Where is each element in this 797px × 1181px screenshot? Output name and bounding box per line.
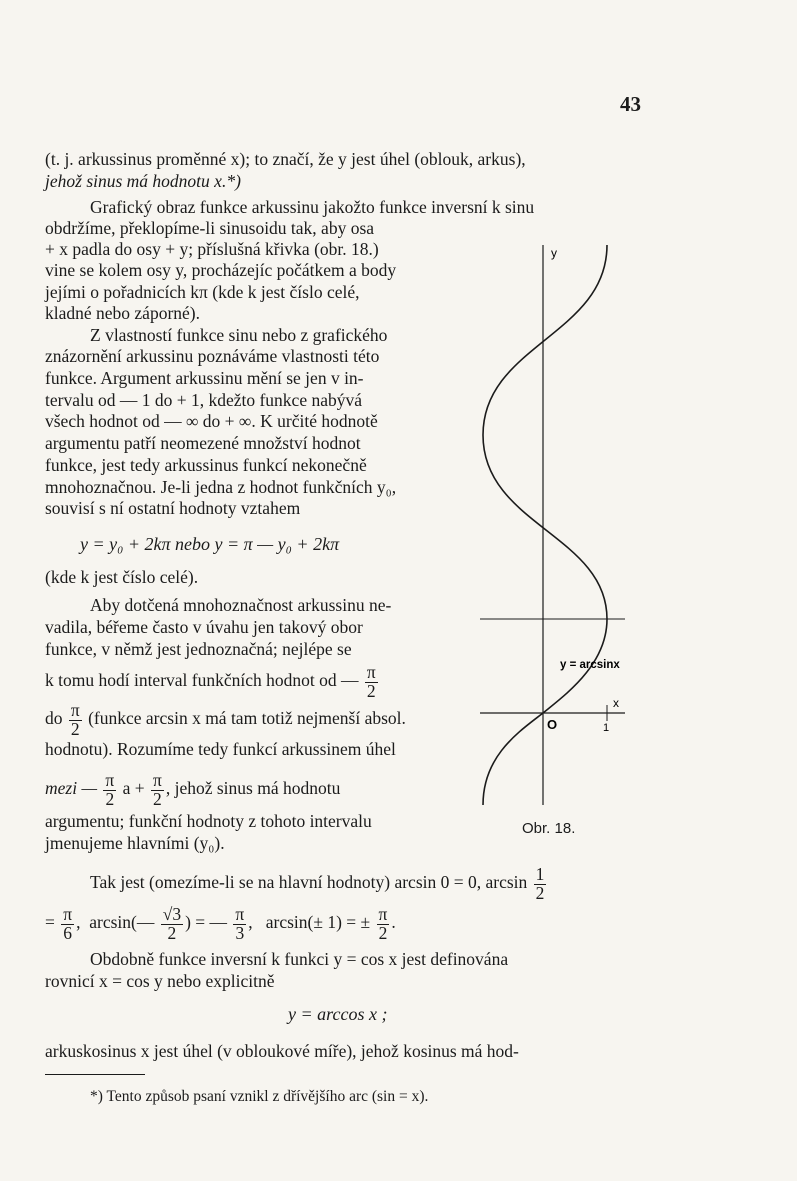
text-line-23 (45, 702, 406, 738)
text-line-13: všech hodnot od — ∞ do + ∞. K určité hodnotě (45, 411, 378, 431)
text-line-6: vine se kolem osy y, procházejíc počátkem a body (45, 260, 397, 280)
text-line-2: jehož sinus má hodnotu x.*) (45, 171, 241, 191)
origin-label: O (547, 717, 558, 732)
arcsin-curve (483, 245, 610, 805)
y-axis-label: y (551, 246, 557, 260)
text-line-11: funkce. Argument arkussinu mění se jen v in- (45, 368, 364, 388)
fraction-pi-over-3: $\frac{\pi}{3}$ (235, 904, 245, 943)
figure-caption: Obr. 18. (522, 820, 576, 837)
text-line-29: Obdobně funkce inversní k funkci y = cos x jest definována (90, 949, 509, 969)
x-axis-label: x (613, 696, 619, 710)
text-line-21: funkce, v němž jest jednoznačná; nejlépe se (45, 639, 352, 659)
equation-arcsin-values: y = y₀ + 2kπ nebo y = π — y₀ + 2kπ (80, 534, 340, 554)
arcsin-pm-one: arcsin(± 1) = ± (265, 912, 371, 933)
text-line-28b: = $\frac{\pi}{6}$ , arcsin(— $\frac{√3}{2}$ ) = — $\frac{\pi}{3}$ , arcsin(± 1) = ± $\frac{\pi}{2}$ . (45, 904, 396, 943)
text-line-30: rovnicí x = cos y nebo explicitně (45, 971, 275, 991)
text-line-27: jmenujeme hlavními (y₀). (45, 833, 225, 853)
text-line-14: argumentu patří neomezené množství hodnot (45, 433, 361, 453)
text-line-7: jejími o pořadnicích kπ (kde k jest číslo celé, (45, 282, 360, 302)
text-line-26: argumentu; funkční hodnoty z tohoto intervalu (45, 811, 372, 831)
text-line-23-do: do (45, 708, 63, 729)
fraction-sqrt3-over-2: $\frac{√3}{2}$ (162, 904, 182, 943)
text-line-12: tervalu od — 1 do + 1, kdežto funkce nabývá (45, 390, 362, 410)
text-line-23-rest: (funkce arcsin x má tam totiž nejmenší absol. (88, 708, 406, 729)
text-line-4: obdržíme, překlopíme-li sinusoidu tak, aby osa (45, 218, 375, 238)
text-line-28 (90, 866, 548, 902)
text-line-25-mezi: mezi — (45, 778, 98, 799)
text-line-5: + x padla do osy + y; příslušná křivka (obr. 18.) (45, 239, 379, 259)
text-line-18: (kde k jest číslo celé). (45, 567, 199, 587)
footnote: *) Tento způsob psaní vznikl z dřívějšího arc (sin = x). (90, 1088, 429, 1105)
fraction-pi-over-2: $\frac{\pi}{2}$ (153, 770, 162, 809)
text-line-3: Grafický obraz funkce arkussinu jakožto funkce inversní k sinu (90, 197, 535, 217)
one-label: 1 (603, 722, 610, 734)
text-line-9: Z vlastností funkce sinu nebo z grafického (90, 325, 388, 345)
text-line-24: hodnotu). Rozumíme tedy funkcí arkussinem úhel (45, 739, 396, 759)
text-line-31: arkuskosinus x jest úhel (v obloukové míře), jehož kosinus má hod- (45, 1041, 519, 1061)
page-number: 43 (620, 92, 641, 116)
equals-sign: = (45, 912, 55, 933)
text-line-20: vadila, béřeme často v úvahu jen takový obor (45, 617, 363, 637)
text-line-25-rest: , jehož sinus má hodnotu (165, 778, 341, 799)
fraction-pi-over-2: $\frac{\pi}{2}$ (70, 700, 80, 739)
fraction-pi-over-6: $\frac{\pi}{6}$ (63, 904, 73, 943)
figure-arcsin-graph (475, 235, 645, 845)
text-line-25 (45, 772, 340, 808)
text-line-8: kladné nebo záporné). (45, 303, 200, 323)
fraction-1-over-2: $\frac{1}{2}$ (535, 864, 545, 903)
text-line-10: znázornění arkussinu poznáváme vlastnosti této (45, 346, 380, 366)
arcsin-word: arcsin (89, 912, 132, 933)
equation-arccos: y = arccos x ; (288, 1004, 388, 1024)
text-line-1: (t. j. arkussinus proměnné x); to značí, že y jest úhel (oblouk, arkus), (45, 149, 526, 169)
fraction-pi-over-2: $\frac{\pi}{2}$ (366, 662, 376, 701)
text-line-28-text: Tak jest (omezíme-li se na hlavní hodnoty) arcsin 0 = 0, arcsin (90, 872, 528, 893)
fraction-pi-over-2: $\frac{\pi}{2}$ (105, 770, 115, 809)
curve-label: y = arcsinx (560, 659, 620, 671)
text-line-22-text: k tomu hodí interval funkčních hodnot od — (45, 670, 359, 691)
text-line-22 (45, 664, 380, 700)
text-line-15: funkce, jest tedy arkussinus funkcí nekonečně (45, 455, 367, 475)
text-line-16: mnohoznačnou. Je-li jedna z hodnot funkčních y₀, (45, 477, 397, 497)
text-line-19: Aby dotčená mnohoznačnost arkussinu ne- (90, 595, 392, 615)
footnote-rule (45, 1074, 145, 1075)
text-line-25-a: a + (122, 778, 145, 799)
fraction-pi-over-2: $\frac{\pi}{2}$ (378, 904, 388, 943)
text-line-17: souvisí s ní ostatní hodnoty vztahem (45, 498, 301, 518)
